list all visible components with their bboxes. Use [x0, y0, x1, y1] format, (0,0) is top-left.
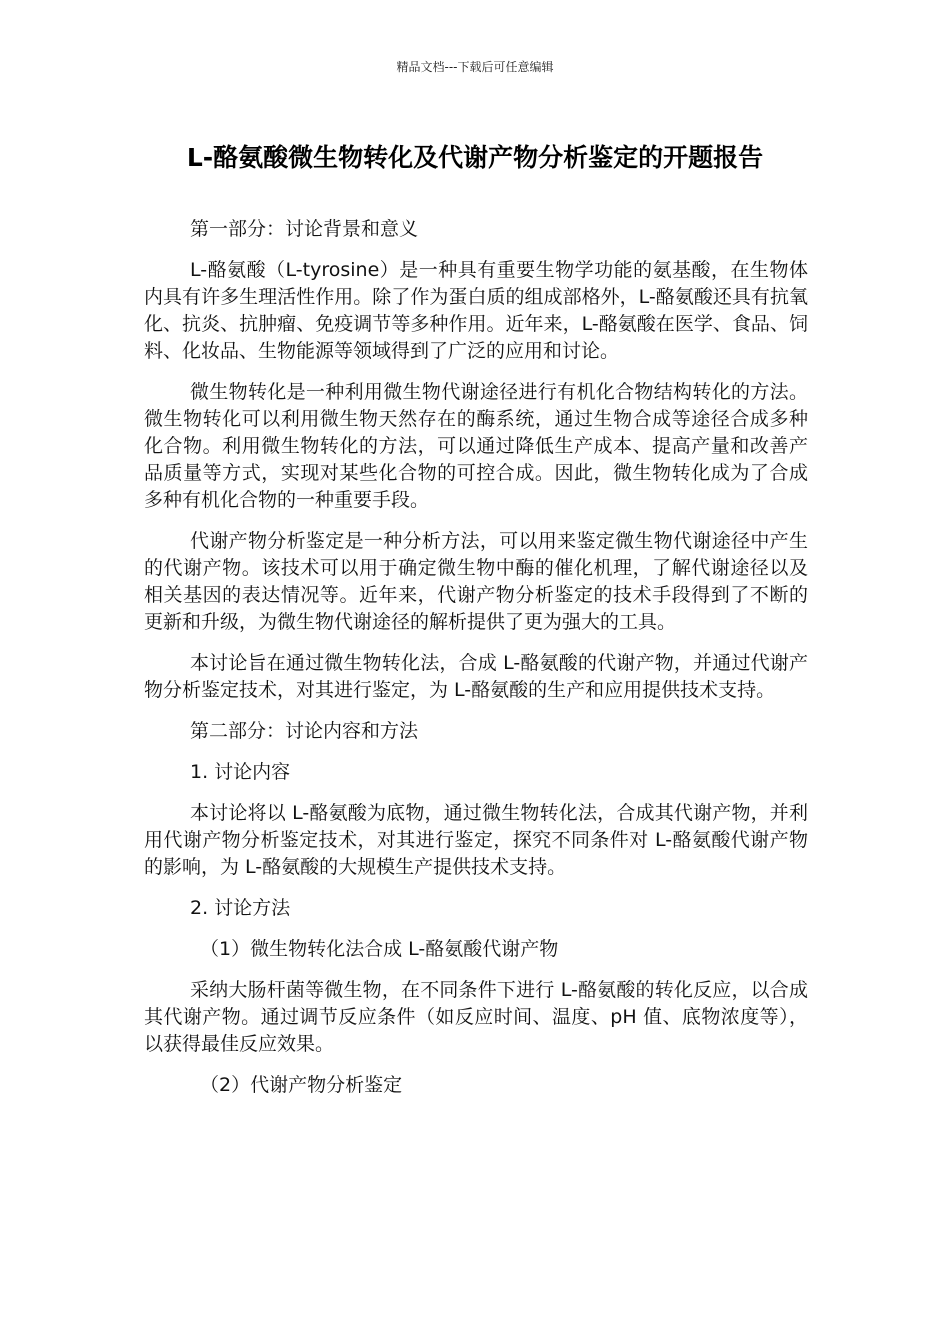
document-title: L-酪氨酸微生物转化及代谢产物分析鉴定的开题报告 — [186, 143, 764, 172]
subheading-research-methods: 2. 讨论方法 — [190, 897, 291, 919]
paragraph-method-one: 采纳大肠杆菌等微生物，在不同条件下进行 L-酪氨酸的转化反应，以合成其代谢产物。通过调节反应条件（如反应时间、温度、pH 值、底物浓度等），以获得最佳反应效果。 — [144, 979, 808, 1055]
subheading-method-one: （1）微生物转化法合成 L-酪氨酸代谢产物 — [200, 938, 559, 960]
paragraph-tyrosine-background: L-酪氨酸（L-tyrosine）是一种具有重要生物学功能的氨基酸，在生物体内具有许多生理活性作用。除了作为蛋白质的组成部格外，L-酪氨酸还具有抗氧化、抗炎、抗肿瘤、免疫调节等多种作用。近年来，L-酪氨酸在医学、食品、饲料、化妆品、生物能源等领域得到了广泛的应用和讨论。 — [144, 259, 808, 362]
paragraph-metabolite-analysis: 代谢产物分析鉴定是一种分析方法，可以用来鉴定微生物代谢途径中产生的代谢产物。该技术可以用于确定微生物中酶的催化机理，了解代谢途径以及相关基因的表达情况等。近年来，代谢产物分析鉴定的技术手段得到了不断的更新和升级，为微生物代谢途径的解析提供了更为强大的工具。 — [144, 530, 808, 633]
paragraph-research-content: 本讨论将以 L-酪氨酸为底物，通过微生物转化法，合成其代谢产物，并利用代谢产物分析鉴定技术，对其进行鉴定，探究不同条件对 L-酪氨酸代谢产物的影响，为 L-酪氨酸的大规模生产提供技术支持。 — [144, 802, 808, 878]
section-heading-part-two: 第二部分：讨论内容和方法 — [190, 720, 419, 742]
subheading-method-two: （2）代谢产物分析鉴定 — [200, 1074, 403, 1096]
paragraph-microbial-transformation: 微生物转化是一种利用微生物代谢途径进行有机化合物结构转化的方法。微生物转化可以利用微生物天然存在的酶系统，通过生物合成等途径合成多种化合物。利用微生物转化的方法，可以通过降低生产成本、提高产量和改善产品质量等方式，实现对某些化合物的可控合成。因此，微生物转化成为了合成多种有机化合物的一种重要手段。 — [144, 381, 808, 511]
subheading-research-content: 1. 讨论内容 — [190, 761, 291, 783]
document-body — [144, 216, 808, 1113]
paragraph-research-aim: 本讨论旨在通过微生物转化法，合成 L-酪氨酸的代谢产物，并通过代谢产物分析鉴定技术，对其进行鉴定，为 L-酪氨酸的生产和应用提供技术支持。 — [144, 652, 808, 701]
section-heading-part-one: 第一部分：讨论背景和意义 — [190, 218, 419, 240]
page-header-note: 精品文档---下载后可任意编辑 — [396, 60, 554, 74]
